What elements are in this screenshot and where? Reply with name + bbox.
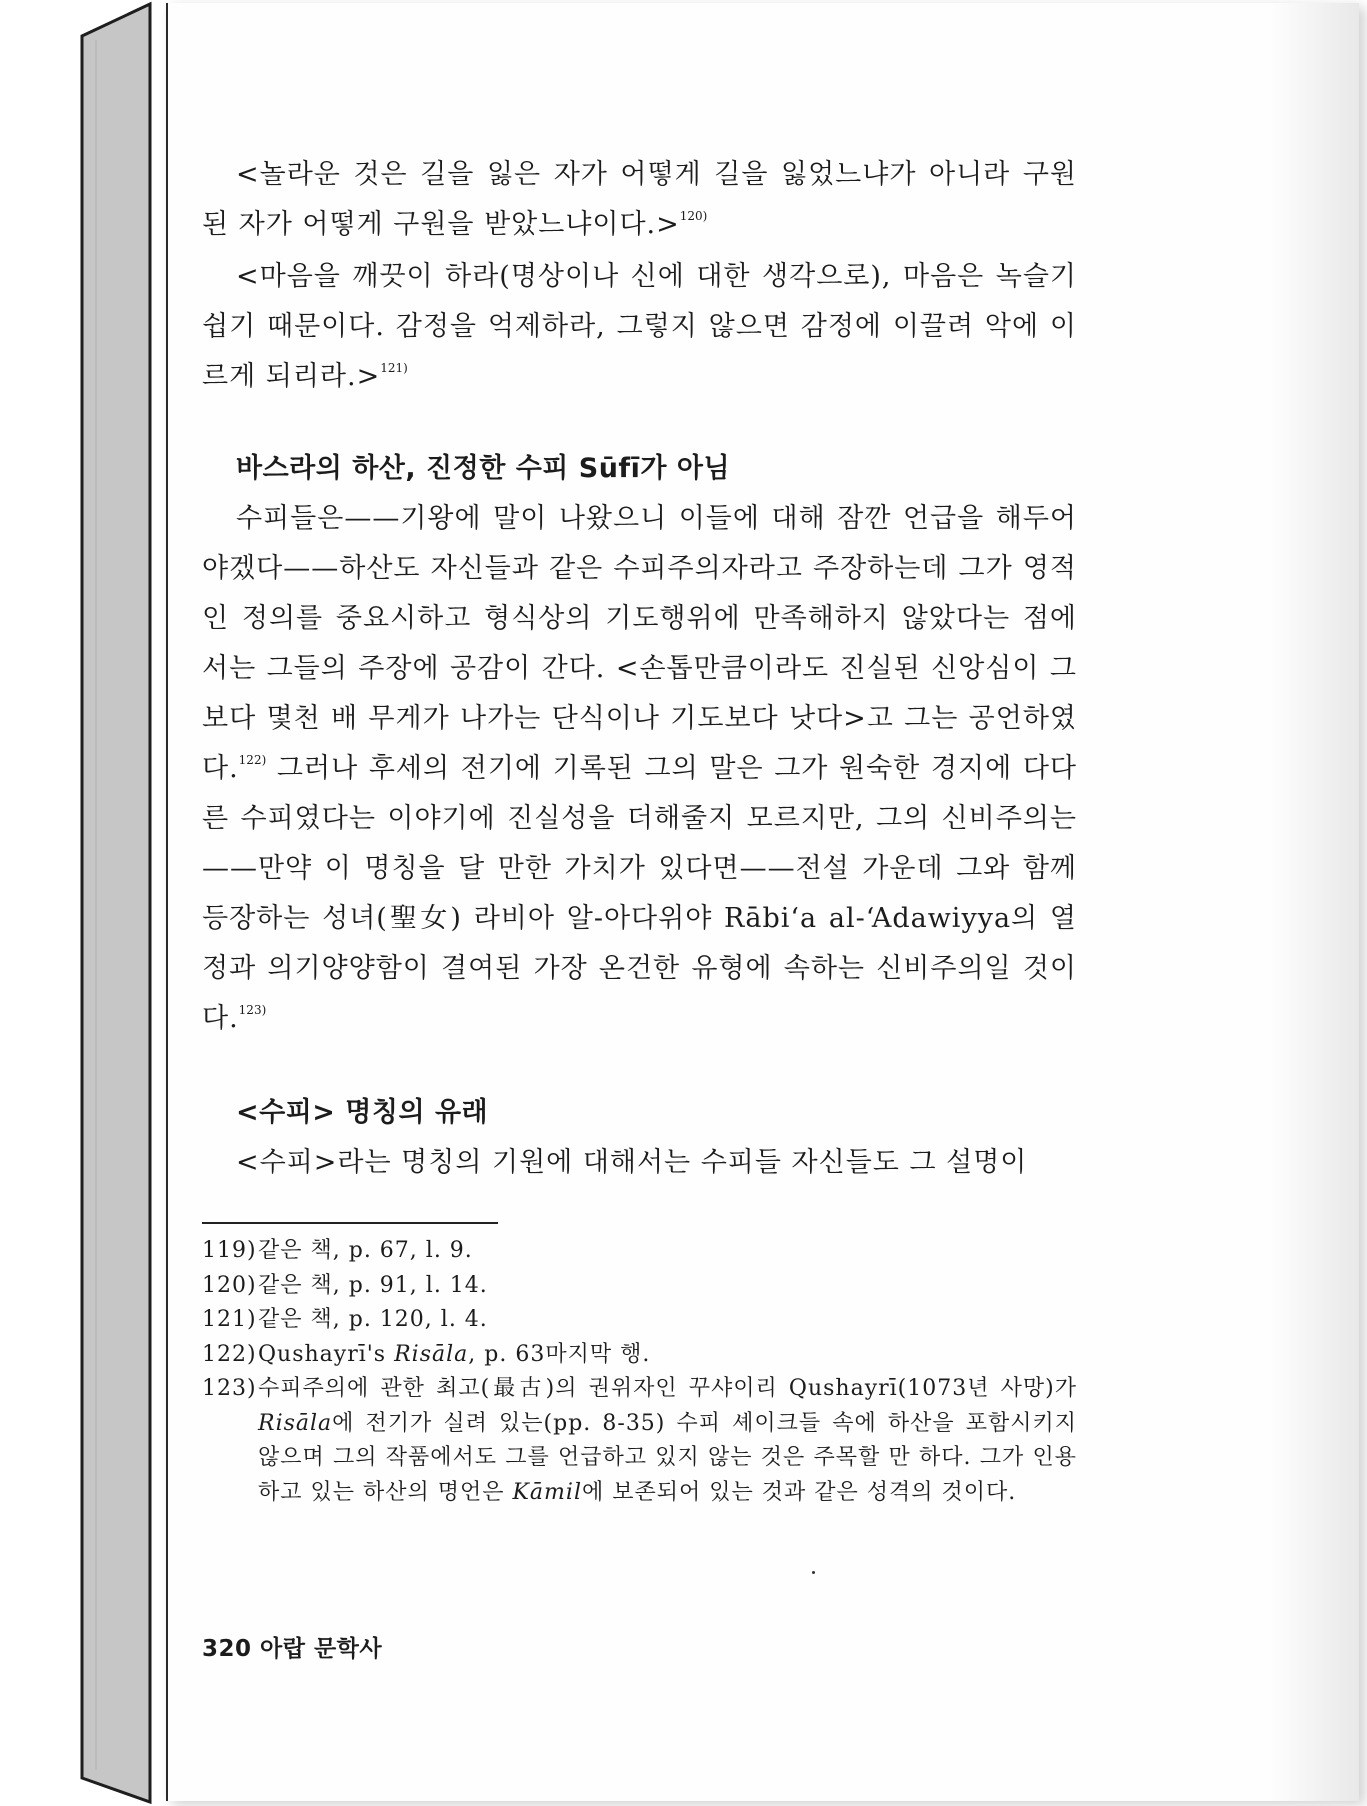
section-heading: <수피> 명칭의 유래 — [236, 1097, 489, 1128]
body-paragraph: 수피들은——기왕에 말이 나왔으니 이들에 대해 잠깐 언급을 해두어야겠다——하산도 자신들과 같은 수피주의자라고 주장하는데 그가 영적인 정의를 중요시하고 형식상의 기도행위에 만족해하지 않았다는 점에서는 그들의 주장에 공감이 간다. <손톱만큼이라도 진실된 신앙심이 그보다 몇천 배 무게가 나가는 단식이나 기도보다 낫다>고 그는 공언하였다.$^{122)}$ 그러나 후세의 전기에 기록된 그의 말은 그가 원숙한 경지에 다다른 수피였다는 이야기에 진실성을 더해줄지 모르지만, 그의 신비주의는——만약 이 명칭을 달 만한 가치가 있다면——전설 가운데 그와 함께 등장하는 성녀(聖女) 라비아 알-아다위야 Rābi‘a al-‘Adawiyya의 열정과 의기양양함이 결여된 가장 온건한 유형에 속하는 신비주의일 것이다.$^{123)}$ — [202, 503, 1077, 1034]
quote-paragraph: <마음을 깨끗이 하라(명상이나 신에 대한 생각으로), 마음은 녹슬기 쉽기 때문이다. 감정을 억제하라, 그렇지 않으면 감정에 이끌려 악에 이르게 되리라.>$^{121)}$ — [202, 261, 1077, 392]
footnote — [202, 1234, 1077, 1269]
section-heading: 바스라의 하산, 진정한 수피 Sūfī가 아님 — [236, 453, 731, 484]
footnote — [202, 1269, 1077, 1304]
book-spine — [0, 0, 170, 1806]
footnote-ref: 121) — [380, 361, 408, 375]
footnote-ref: 123) — [238, 1003, 267, 1017]
footnote-text: 수피주의에 관한 최고(最古)의 권위자인 꾸샤이리 Qushayrī(1073년 사망)가 Risāla에 전기가 실려 있는(pp. 8-35) 수피 셰이크들 속에 하산을 포함시키지 않으며 그의 작품에서도 그를 언급하고 있지 않는 것은 주목할 만 하다. 그가 인용하고 있는 하산의 명언은 Kāmil에 보존되어 있는 것과 같은 성격의 것이다. — [258, 1376, 1077, 1505]
footnote-number: 122) — [202, 1341, 257, 1367]
footnote-number: 119) — [202, 1238, 257, 1263]
footnote-ref: 120) — [679, 209, 708, 223]
footnote — [202, 1372, 1077, 1510]
footnote-text: 같은 책, p. 91, l. 14. — [258, 1272, 488, 1298]
footnote-number: 120) — [202, 1272, 257, 1298]
page-edge-shadow — [1269, 3, 1359, 1801]
page-body — [202, 150, 1077, 1510]
footnotes — [202, 1234, 1077, 1510]
footnote-number: 121) — [202, 1307, 257, 1332]
footnote — [202, 1303, 1077, 1338]
body-paragraph: <수피>라는 명칭의 기원에 대해서는 수피들 자신들도 그 설명이 — [236, 1147, 1028, 1178]
footnote-ref: 122) — [238, 753, 267, 767]
footnote-text: 같은 책, p. 120, l. 4. — [258, 1307, 488, 1332]
page-folio: 320 아랍 문학사 — [202, 1636, 383, 1662]
speck-mark — [812, 1571, 815, 1574]
footnote-divider — [202, 1222, 498, 1224]
footnote-text: Qushayrī's Risāla, p. 63마지막 행. — [258, 1341, 651, 1367]
quote-paragraph: <놀라운 것은 길을 잃은 자가 어떻게 길을 잃었느냐가 아니라 구원된 자가 어떻게 구원을 받았느냐이다.>$^{120)}$ — [202, 159, 1077, 240]
footnote — [202, 1338, 1077, 1373]
footnote-text: 같은 책, p. 67, l. 9. — [258, 1238, 473, 1263]
footnote-number: 123) — [202, 1376, 257, 1401]
